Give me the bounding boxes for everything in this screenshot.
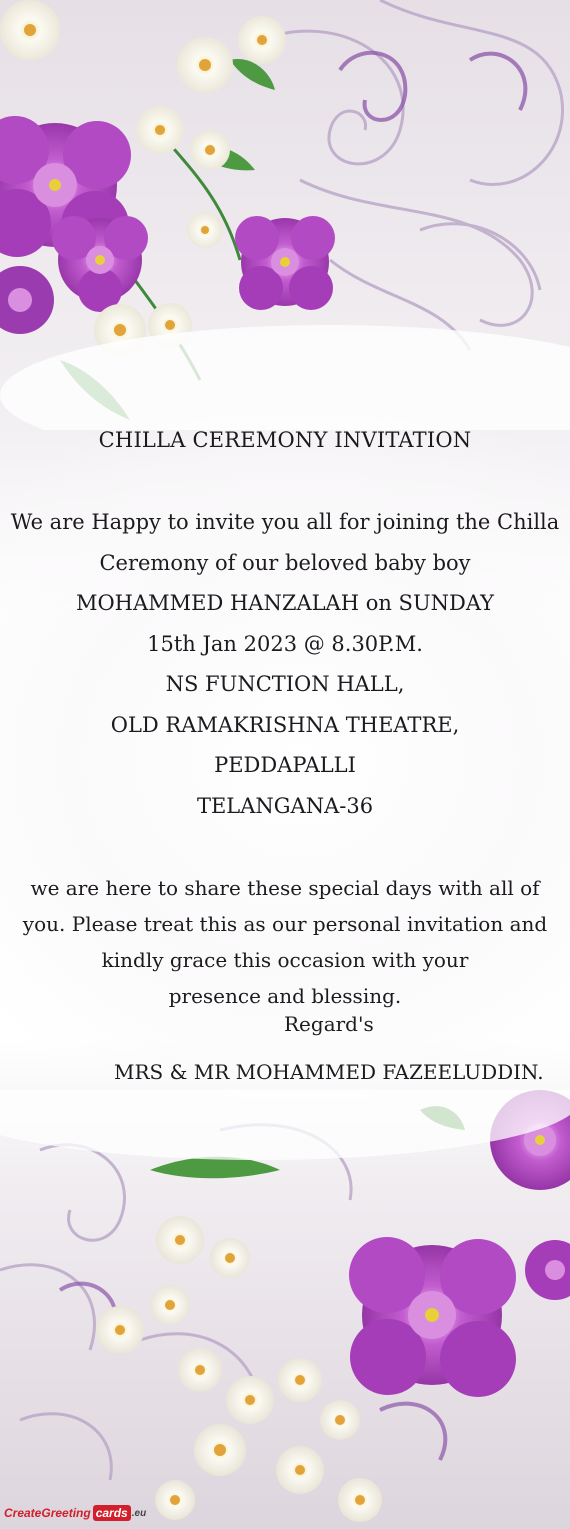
details-line: PEDDAPALLI bbox=[214, 753, 356, 777]
invitation-title: CHILLA CEREMONY INVITATION bbox=[98, 428, 472, 452]
message-line: kindly grace this occasion with your bbox=[101, 948, 469, 972]
regards-text: Regard's bbox=[284, 1012, 374, 1036]
details-line: MOHAMMED HANZALAH on SUNDAY bbox=[75, 591, 495, 615]
top-floral-decoration bbox=[0, 0, 570, 430]
watermark-logo bbox=[4, 1501, 146, 1525]
invitation-details bbox=[0, 502, 570, 826]
watermark-part: .eu bbox=[131, 1507, 147, 1519]
details-line: OLD RAMAKRISHNA THEATRE, bbox=[110, 712, 460, 737]
details-line: Ceremony of our beloved baby boy bbox=[99, 550, 471, 575]
invitation-message bbox=[0, 870, 570, 1014]
message-line: presence and blessing. bbox=[168, 984, 402, 1008]
bottom-floral-decoration bbox=[0, 1090, 570, 1529]
watermark-part: cards bbox=[93, 1505, 131, 1521]
message-line: we are here to share these special days with all of bbox=[30, 876, 540, 900]
signature-text: MRS & MR MOHAMMED FAZEELUDDIN. bbox=[114, 1060, 544, 1084]
details-line: We are Happy to invite you all for joining the Chilla bbox=[10, 510, 560, 534]
details-line: TELANGANA-36 bbox=[196, 793, 374, 818]
message-line: you. Please treat this as our personal invitation and bbox=[22, 912, 548, 936]
details-line: NS FUNCTION HALL, bbox=[165, 672, 405, 696]
watermark-part: CreateGreeting bbox=[4, 1506, 91, 1520]
details-line: 15th Jan 2023 @ 8.30P.M. bbox=[147, 631, 423, 656]
